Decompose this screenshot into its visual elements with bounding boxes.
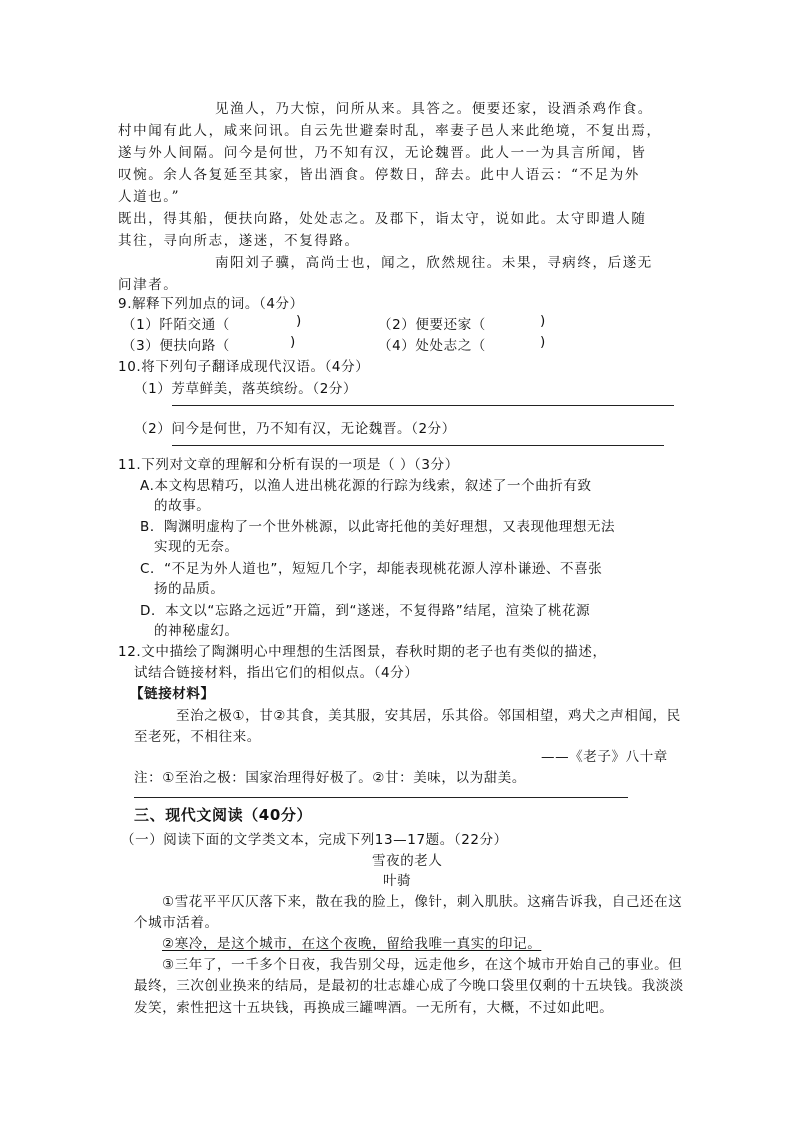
q9-item-2-close: )	[540, 313, 546, 329]
q12-line-1: 12.文中描绘了陶渊明心中理想的生活图景，春秋时期的老子也有类似的描述，	[118, 644, 607, 660]
q9-item-3: （3）便扶向路（	[122, 338, 230, 354]
classical-line-3: 遂与外人间隔。问今是何世，乃不知有汉，无论魏晋。此人一一为具言所闻，皆	[118, 145, 647, 161]
q11-option-a-line-2: 的故事。	[154, 498, 211, 514]
q11-option-a-line-1: A.本文构思精巧，以渔人进出桃花源的行踪为线索，叙述了一个曲折有致	[140, 478, 592, 494]
q11-title: 11.下列对文章的理解和分析有误的一项是（ ）（3分）	[118, 457, 459, 473]
section3-subtitle: （一）阅读下面的文学类文本，完成下列13—17题。（22分）	[121, 832, 508, 848]
q12-answer-line[interactable]	[134, 797, 628, 798]
link-material-source: ——《老子》八十章	[541, 749, 668, 765]
paragraph-3-line-3: 发笑，索性把这十五块钱，再换成三罐啤酒。一无所有，大概，不过如此吧。	[134, 1000, 614, 1016]
q9-item-2: （2）便要还家（	[378, 317, 486, 333]
paragraph-1-line-1: ①雪花平平仄仄落下来，散在我的脸上，像针，刺入肌肤。这痛告诉我，自己还在这	[162, 894, 683, 910]
q11-option-d-line-1: D．本文以“忘路之远近”开篇，到“遂迷，不复得路”结尾，渲染了桃花源	[140, 603, 591, 619]
link-material-line-2: 至老死，不相往来。	[134, 729, 261, 745]
q11-option-c-line-1: C．“不足为外人道也”，短短几个字，却能表现桃花源人淳朴谦逊、不喜张	[140, 561, 603, 577]
q11-option-b-line-1: B．陶渊明虚构了一个世外桃源，以此寄托他的美好理想，又表现他理想无法	[140, 519, 616, 535]
paragraph-3-line-1: ③三年了，一千多个日夜，我告别父母，远走他乡，在这个城市开始自己的事业。但	[162, 957, 683, 973]
q10-answer-line-2[interactable]	[172, 445, 664, 446]
paragraph-2: ②寒冷，是这个城市，在这个夜晚，留给我唯一真实的印记。	[162, 936, 542, 952]
story-author: 叶骑	[383, 873, 412, 889]
q10-title: 10.将下列句子翻译成现代汉语。（4分）	[118, 359, 370, 375]
classical-line-6: 既出，得其船，便扶向路，处处志之。及郡下，诣太守，说如此。太守即遣人随	[118, 211, 647, 227]
q9-item-4: （4）处处志之（	[378, 338, 486, 354]
paragraph-1-line-2: 个城市活着。	[134, 915, 219, 931]
classical-line-4: 叹惋。余人各复延至其家，皆出酒食。停数日，辞去。此中人语云：“不足为外	[118, 167, 640, 183]
link-material-line-1: 至治之极①，甘②其食，美其服，安其居，乐其俗。邻国相望，鸡犬之声相闻，民	[176, 708, 681, 724]
q9-item-4-close: )	[540, 334, 546, 350]
q11-option-c-line-2: 扬的品质。	[154, 581, 225, 597]
q9-title: 9.解释下列加点的词。（4分）	[118, 296, 304, 312]
q11-option-b-line-2: 实现的无奈。	[154, 539, 239, 555]
section3-title: 三、现代文阅读（40分）	[134, 806, 313, 824]
classical-line-2: 村中闻有此人，咸来问讯。自云先世避秦时乱，率妻子邑人来此绝境，不复出焉，	[118, 123, 662, 139]
link-material-note: 注：①至治之极：国家治理得好极了。②甘：美味，以为甜美。	[134, 770, 527, 786]
q12-line-2: 试结合链接材料，指出它们的相似点。（4分）	[134, 665, 419, 681]
link-material-title: 【链接材料】	[130, 686, 215, 702]
story-title: 雪夜的老人	[372, 853, 443, 869]
q10-sentence-1: （1）芳草鲜美，落英缤纷。（2分）	[134, 381, 358, 397]
classical-line-7: 其往，寻向所志，遂迷，不复得路。	[118, 233, 360, 249]
q11-option-d-line-2: 的神秘虚幻。	[154, 623, 239, 639]
q9-item-3-close: )	[290, 334, 296, 350]
q9-item-1: （1）阡陌交通（	[122, 317, 230, 333]
q10-answer-line-1[interactable]	[172, 405, 674, 406]
classical-line-1: 见渔人，乃大惊，问所从来。具答之。便要还家，设酒杀鸡作食。	[215, 101, 653, 117]
q10-sentence-2: （2）问今是何世，乃不知有汉，无论魏晋。（2分）	[134, 421, 456, 437]
classical-line-8: 南阳刘子骥，高尚士也，闻之，欣然规往。未果，寻病终，后遂无	[215, 255, 653, 271]
classical-line-9: 问津者。	[118, 277, 179, 293]
classical-line-5: 人道也。”	[118, 189, 181, 205]
paragraph-3-line-2: 最终，三次创业换来的结局，是最初的壮志雄心成了今晚口袋里仅剩的十五块钱。我淡淡	[134, 978, 684, 994]
q9-item-1-close: )	[296, 313, 302, 329]
